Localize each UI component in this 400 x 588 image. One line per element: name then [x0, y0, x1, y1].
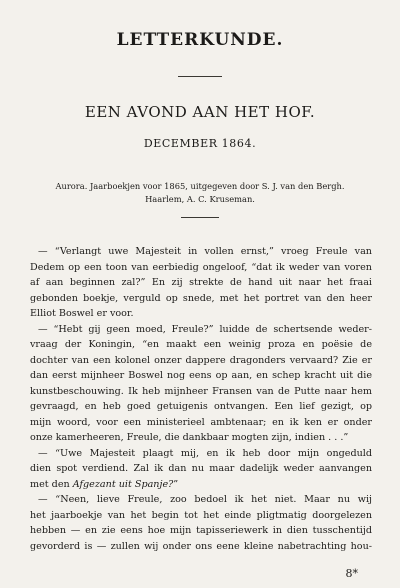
source-line-1: Aurora. Jaarboekjen voor 1865, uitgegeven door S. J. van den Bergh.: [55, 181, 345, 191]
body-line: af aan beginnen zal?” En zij strekte de hand uit naar het fraai: [30, 277, 372, 288]
body-line: vraag der Koningin, “en maakt een weinig proza en poësie de: [30, 339, 372, 350]
body-line: — “Hebt gij geen moed, Freule?” luidde de schertsende weder-: [38, 323, 372, 335]
article-body: [30, 244, 372, 554]
body-line: — “Verlangt uwe Majesteit in vollen ernst,” vroeg Freule van: [38, 246, 372, 257]
body-line: onze kamerheeren, Freule, die dankbaar mogten zijn, indien . . .”: [30, 432, 349, 443]
citation-divider: [181, 217, 219, 218]
body-line: Elliot Boswel er voor.: [30, 308, 134, 319]
article-date: DECEMBER 1864.: [143, 137, 257, 150]
body-line-with-italic: [30, 477, 372, 493]
body-line: dan eerst mijnheer Boswel nog eens op aan, en schep kracht uit die: [30, 370, 372, 381]
title-divider: [178, 76, 222, 77]
article-title: EEN AVOND AAN HET HOF.: [84, 103, 316, 121]
body-line: gevraagd, en heb goed getuigenis ontvangen. Een lief gezigt, op: [30, 401, 372, 412]
body-line: dien spot verdiend. Zal ik dan nu maar dadelijk weder aanvangen: [30, 463, 372, 474]
italic-title: Afgezant uit Spanje?: [72, 478, 174, 490]
body-line: gevorderd is — zullen wij onder ons eene kleine nabetrachting hou-: [30, 540, 372, 552]
body-line: kunstbeschouwing. Ik heb mijnheer Fransen van de Putte naar hem: [30, 385, 372, 397]
body-line: het jaarboekje van het begin tot het einde pligtmatig doorgelezen: [30, 509, 372, 521]
body-line: Dedem op een toon van eerbiedig ongeloof, “dat ik weder van voren: [30, 261, 372, 273]
body-text: met den: [30, 478, 73, 490]
body-line: dochter van een kolonel onzer dappere dragonders vervaard? Zie er: [30, 354, 372, 366]
body-line: — “Neen, lieve Freule, zoo bedoel ik het niet. Maar nu wij: [38, 494, 372, 505]
section-title: LETTERKUNDE.: [116, 30, 284, 50]
body-line: — “Uwe Majesteit plaagt mij, en ik heb door mijn ongeduld: [38, 447, 372, 459]
body-line: hebben — en zie eens hoe mijn tapisseriewerk in dien tusschentijd: [30, 525, 372, 536]
body-text: ”: [173, 478, 179, 490]
body-line: gebonden boekje, verguld op snede, met het portret van den heer: [30, 292, 372, 304]
source-line-2: Haarlem, A. C. Kruseman.: [145, 194, 255, 204]
source-citation: [30, 180, 370, 206]
page-number: 8*: [345, 567, 358, 580]
body-line: mijn woord, voor een ministerieel ambtenaar; en ik ken er onder: [30, 416, 372, 428]
